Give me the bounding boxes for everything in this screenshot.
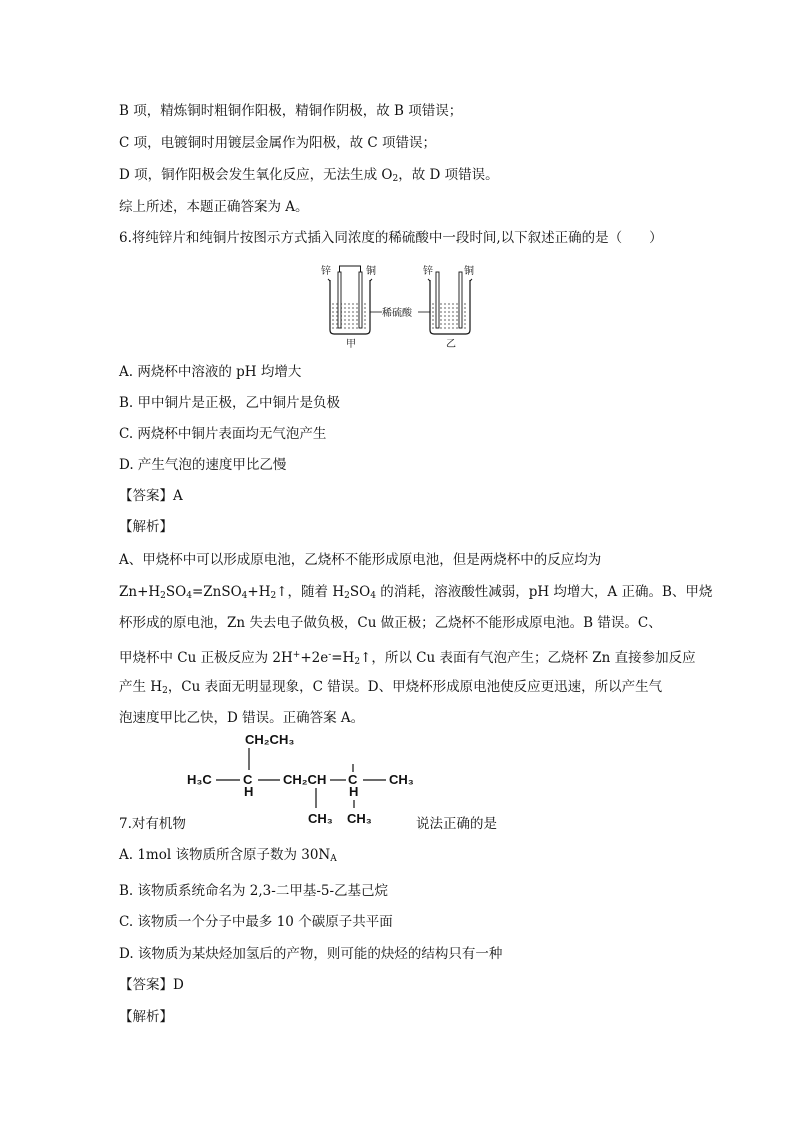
text-line: D 项，铜作阳极会发生氧化反应，无法生成 $O_2$，故 D 项错误。 — [119, 167, 499, 184]
mol-h3c: H₃C — [187, 772, 212, 787]
label-copper: 铜 — [366, 266, 376, 277]
analysis-line: $Zn+H_2SO_4=ZnSO_4+H_2↑$，随着 $H_2SO_4$ 的消耗，溶液酸性减弱，pH 均增大，A 正确。B、甲烧 — [119, 584, 713, 601]
question-6-stem: 6.将纯锌片和纯铜片按图示方式插入同浓度的稀硫酸中一段时间,以下叙述正确的是（ ） — [119, 230, 663, 246]
analysis-line: 杯形成的原电池，Zn 失去电子做负极，Cu 做正极；乙烧杯不能形成原电池。B 错误。C、 — [119, 615, 662, 631]
option-c: C. 该物质一个分子中最多 10 个碳原子共平面 — [119, 914, 393, 930]
mol-ch3-b2: CH₃ — [347, 811, 372, 826]
mol-c2: C — [348, 772, 358, 787]
analysis-line: 甲烧杯中 Cu 正极反应为 $2H^++2e^-=H_2↑$，所以 Cu 表面有气泡产生；乙烧杯 Zn 直接参加反应 — [119, 650, 696, 667]
answer-label: 【答案】A — [119, 488, 183, 504]
beaker-yi — [423, 264, 474, 350]
beaker-jia — [321, 264, 376, 350]
text-line: B 项，精炼铜时粗铜作阳极，精铜作阴极，故 B 项错误； — [119, 103, 463, 119]
question-7-stem-prefix: 7.对有机物 — [119, 816, 186, 832]
mol-h1: H — [244, 784, 254, 799]
text-line: 综上所述，本题正确答案为 A。 — [119, 199, 309, 215]
analysis-label: 【解析】 — [119, 1009, 173, 1025]
option-d: D. 产生气泡的速度甲比乙慢 — [119, 457, 287, 473]
question-7-stem-suffix: 说法正确的是 — [416, 816, 497, 832]
option-b: B. 该物质系统命名为 2,3-二甲基-5-乙基己烷 — [119, 883, 389, 899]
option-b: B. 甲中铜片是正极，乙中铜片是负极 — [119, 395, 341, 411]
option-a: A. 1mol 该物质所含原子数为 $30N_A$ — [119, 847, 337, 864]
option-d: D. 该物质为某炔烃加氢后的产物，则可能的炔烃的结构只有一种 — [119, 946, 503, 962]
molecule-structure — [180, 728, 430, 832]
mol-h2: H — [349, 784, 359, 799]
mol-ethyl: CH₂CH₃ — [245, 732, 295, 747]
mol-c1: C — [243, 772, 253, 787]
option-c: C. 两烧杯中铜片表面均无气泡产生 — [119, 426, 327, 442]
analysis-line: 产生 $H_2$，Cu 表面无明显现象，C 错误。D、甲烧杯形成原电池使反应更迅速，所以产生气 — [119, 679, 663, 696]
label-acid: 稀硫酸 — [382, 308, 412, 319]
analysis-line: A、甲烧杯中可以形成原电池，乙烧杯不能形成原电池，但是两烧杯中的反应均为 — [119, 552, 602, 568]
beakers-figure — [318, 262, 488, 350]
answer-label: 【答案】D — [119, 977, 184, 993]
analysis-line: 泡速度甲比乙快，D 错误。正确答案 A。 — [119, 710, 365, 726]
label-zinc: 锌 — [321, 266, 331, 277]
text-line: C 项，电镀铜时用镀层金属作为阳极，故 C 项错误； — [119, 135, 437, 151]
label-jia: 甲 — [346, 339, 356, 350]
analysis-label: 【解析】 — [119, 519, 173, 535]
label-zinc: 锌 — [423, 266, 433, 277]
mol-ch3-right: CH₃ — [389, 772, 414, 787]
label-yi: 乙 — [446, 339, 456, 350]
mol-ch3-b1: CH₃ — [308, 811, 333, 826]
label-copper: 铜 — [464, 266, 474, 277]
mol-ch2ch: CH₂CH — [283, 772, 327, 787]
option-a: A. 两烧杯中溶液的 pH 均增大 — [119, 364, 302, 380]
